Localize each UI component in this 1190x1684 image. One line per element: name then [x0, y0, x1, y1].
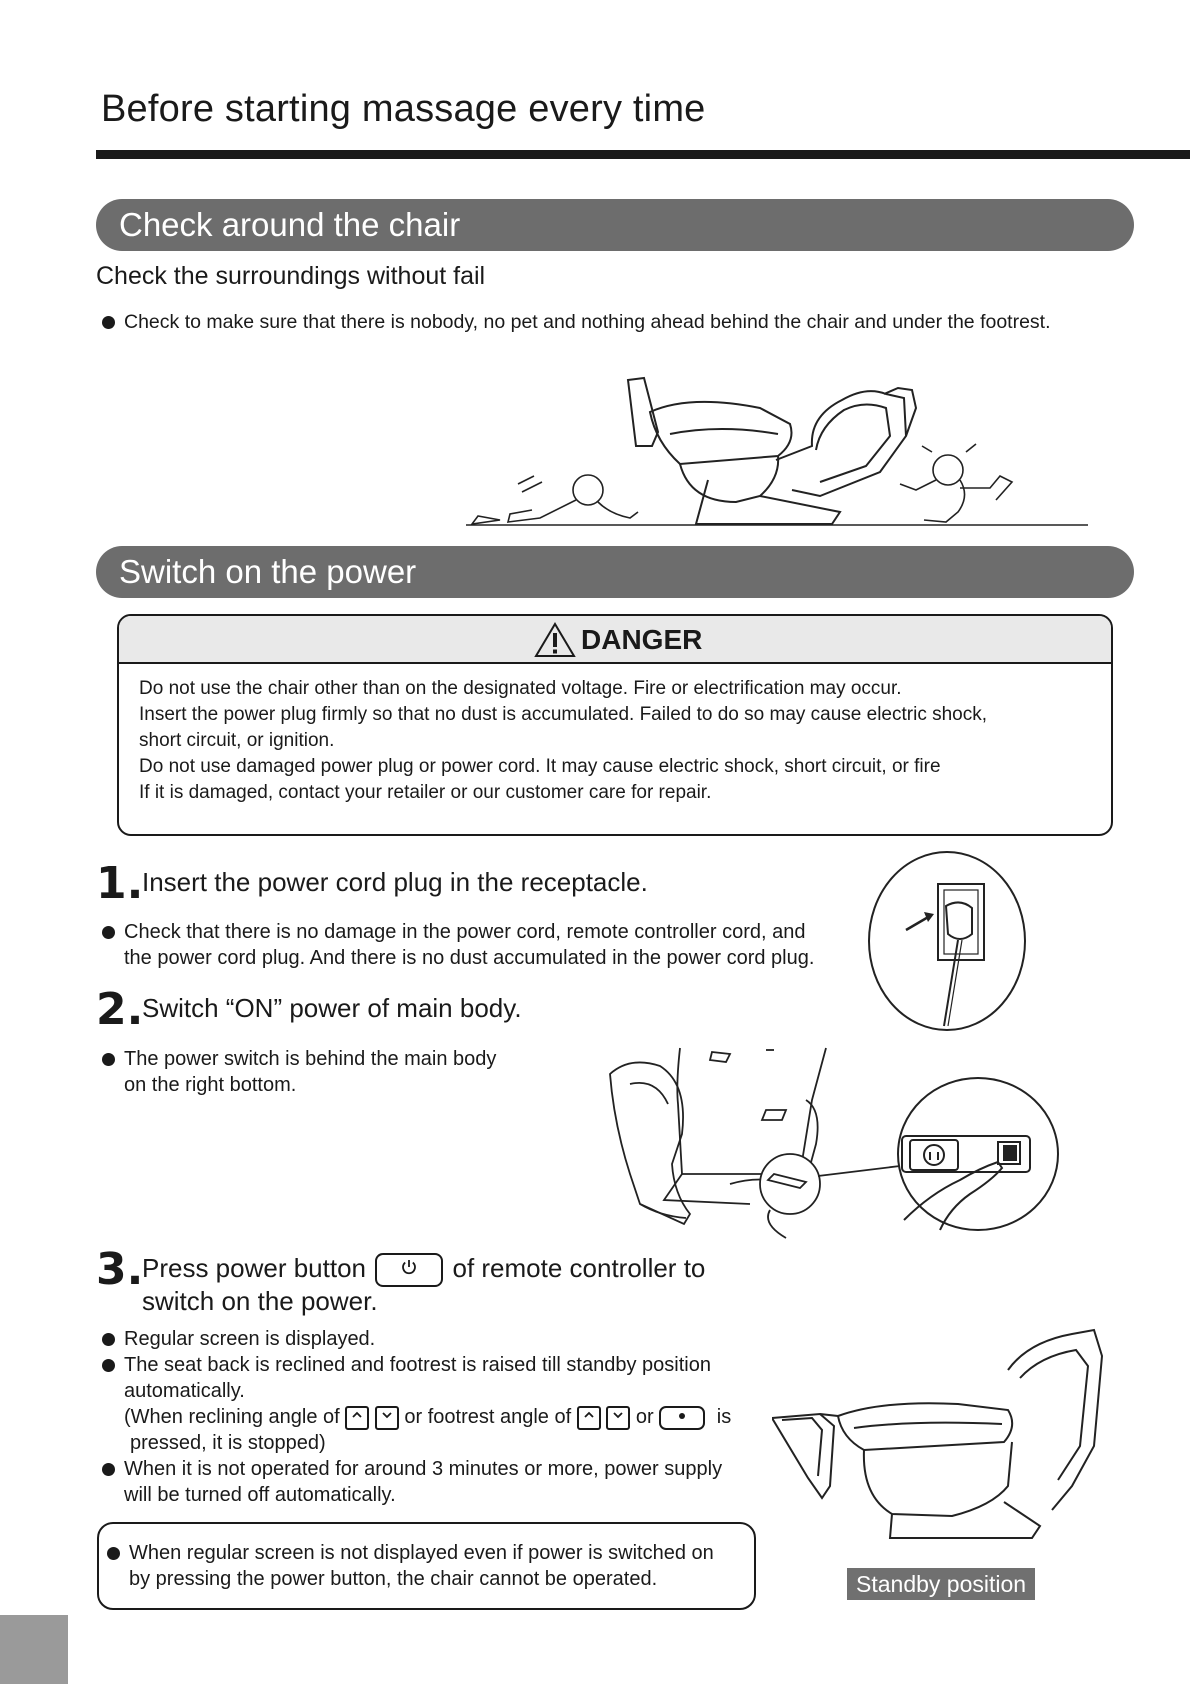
section-heading-switch-power: Switch on the power — [96, 546, 1134, 598]
page-title: Before starting massage every time — [101, 88, 706, 130]
standby-position-label: Standby position — [847, 1568, 1035, 1600]
danger-header — [119, 616, 1111, 664]
footrest-down-key — [606, 1406, 630, 1430]
chair-surroundings-illustration — [460, 372, 1100, 530]
danger-title: DANGER — [581, 624, 703, 655]
step-title-2: Switch “ON” power of main body. — [142, 993, 522, 1023]
chevron-down-icon — [611, 1408, 625, 1422]
step-title-1: Insert the power cord plug in the receptacle. — [142, 867, 648, 897]
chevron-down-icon — [380, 1408, 394, 1422]
power-icon — [400, 1258, 418, 1276]
dot-icon — [677, 1411, 687, 1421]
title-rule — [96, 150, 1190, 159]
note-bullet: When regular screen is not displayed even if power is switched on by pressing the power button, the chair cannot be operated. — [107, 1540, 714, 1592]
bullet-step3-1: Regular screen is displayed. — [102, 1326, 375, 1352]
step-number-3: 3. — [96, 1244, 144, 1295]
bullet-step3-3: When it is not operated for around 3 minutes or more, power supply will be turned off automatically. — [102, 1456, 722, 1508]
danger-text — [139, 676, 987, 806]
danger-line: Insert the power plug firmly so that no dust is accumulated. Failed to do so may cause electric shock, — [139, 704, 988, 725]
plug-receptacle-illustration — [866, 848, 1028, 1034]
chevron-up-icon — [582, 1408, 596, 1422]
step-title-3-line2: switch on the power. — [142, 1286, 378, 1316]
warning-triangle-icon — [534, 622, 576, 658]
bullet-step2: The power switch is behind the main body on the right bottom. — [102, 1046, 496, 1098]
footrest-up-key — [577, 1406, 601, 1430]
recline-up-key — [345, 1406, 369, 1430]
sub-heading: Check the surroundings without fail — [96, 262, 486, 290]
chevron-up-icon — [350, 1408, 364, 1422]
step-title-3: Press power button of remote controller to — [142, 1252, 705, 1287]
note-box — [97, 1522, 756, 1610]
bullet-check-surroundings: Check to make sure that there is nobody, no pet and nothing ahead behind the chair and under the footrest. — [102, 309, 1051, 335]
power-button-key — [375, 1253, 443, 1287]
bullet-step3-2: The seat back is reclined and footrest is raised till standby position automatically. (When reclining angle of or footrest angle of or is pressed, it is stopped) — [102, 1352, 731, 1456]
danger-line: Do not use the chair other than on the designated voltage. Fire or electrification may occur. — [139, 678, 902, 699]
bullet-step1: Check that there is no damage in the power cord, remote controller cord, and the power cord plug. And there is no dust accumulated in the power cord plug. — [102, 919, 814, 971]
stop-key — [659, 1406, 705, 1430]
danger-line: Do not use damaged power plug or power cord. It may cause electric shock, short circuit, or fire — [139, 756, 941, 777]
standby-chair-illustration — [772, 1326, 1132, 1552]
section-heading-check-around: Check around the chair — [96, 199, 1134, 251]
recline-down-key — [375, 1406, 399, 1430]
reclining-keys-line: (When reclining angle of or footrest angle of or is — [124, 1406, 732, 1428]
danger-line: If it is damaged, contact your retailer or our customer care for repair. — [139, 782, 712, 803]
step-number-2: 2. — [96, 984, 144, 1035]
footer-page-tab — [0, 1615, 68, 1684]
step-number-1: 1. — [96, 858, 144, 909]
danger-line: short circuit, or ignition. — [139, 730, 335, 751]
danger-box — [117, 614, 1113, 836]
power-switch-illustration — [600, 1044, 1080, 1240]
